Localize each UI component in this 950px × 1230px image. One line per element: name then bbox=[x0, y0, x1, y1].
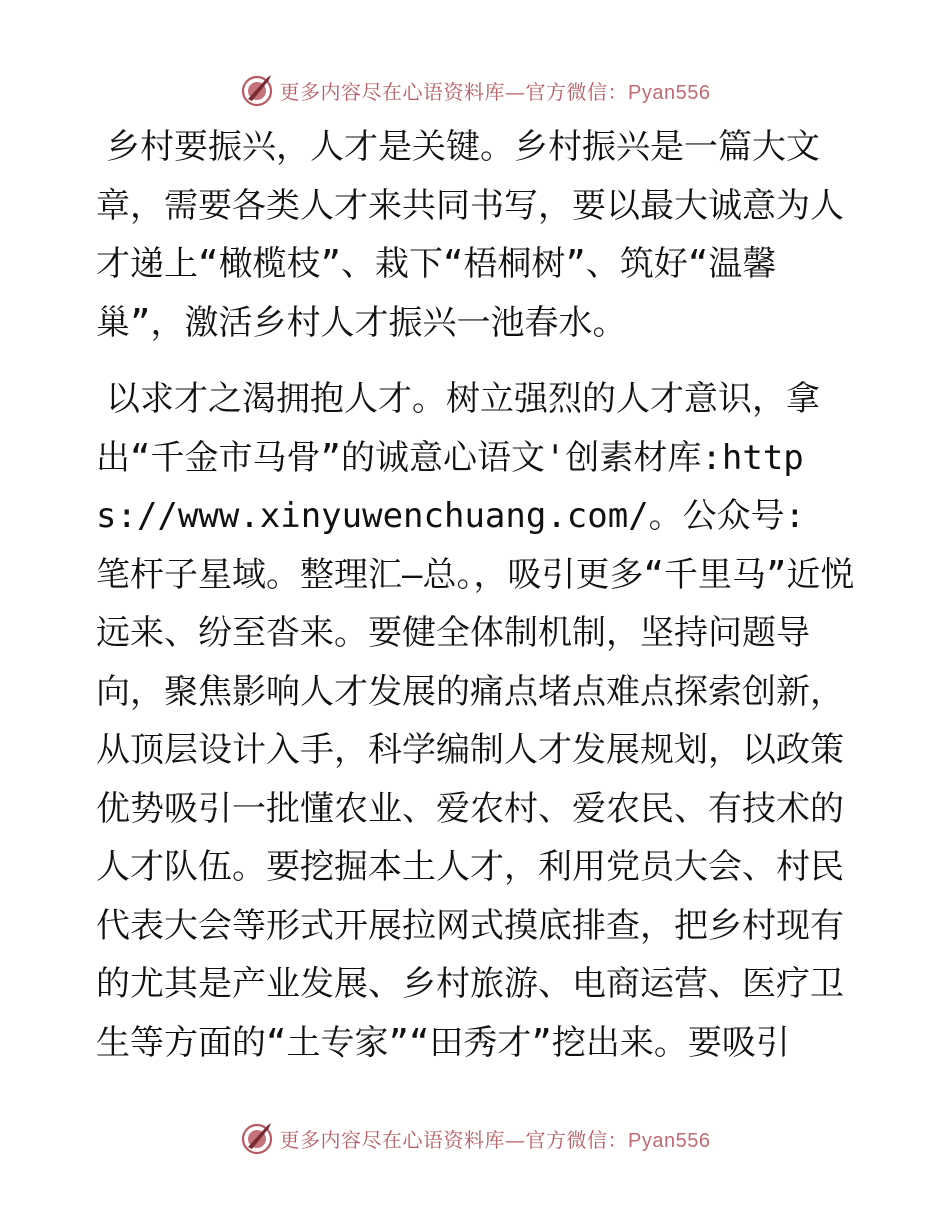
header-banner bbox=[0, 70, 950, 110]
paragraph-2: 以求才之渴拥抱人才。树立强烈的人才意识，拿出“千金市马骨”的诚意心语文'创素材库:https://www.xinyuwenchuang.com/。公众号: 笔杆子星域。整理汇—总。，吸引更多“千里马”近悦远来、纷至沓来。要健全体制机制，坚持问题导向，聚焦影响人才发展的痛点堵点难点探索创新，从顶层设计入手，科学编制人才发展规划，以政策优势吸引一批懂农业、爱农村、爱农民、有技术的人才队伍。要挖掘本土人才，利用党员大会、村民代表大会等形式开展拉网式摸底排查，把乡村现有的尤其是产业发展、乡村旅游、电商运营、医疗卫生等方面的“土专家”“田秀才”挖出来。要吸引 bbox=[96, 379, 855, 1063]
header-banner-wechat-id: Pyan556 bbox=[628, 81, 711, 104]
paragraph-1: 乡村要振兴，人才是关键。乡村振兴是一篇大文章，需要各类人才来共同书写，要以最大诚意为人才递上“橄榄枝”、栽下“梧桐树”、筑好“温馨巢”，激活乡村人才振兴一池春水。 bbox=[96, 127, 844, 343]
footer-banner-wechat-id: Pyan556 bbox=[628, 1129, 711, 1152]
quill-seal-logo-icon bbox=[240, 1121, 274, 1155]
footer-banner-label: 更多内容尽在心语资料库—官方微信： bbox=[279, 1127, 629, 1152]
header-banner-text bbox=[280, 76, 711, 105]
footer-banner-text bbox=[280, 1124, 711, 1153]
quill-seal-logo-icon bbox=[240, 73, 274, 107]
document-body bbox=[96, 118, 856, 1072]
header-banner-label: 更多内容尽在心语资料库—官方微信： bbox=[279, 79, 629, 104]
footer-banner bbox=[0, 1118, 950, 1158]
